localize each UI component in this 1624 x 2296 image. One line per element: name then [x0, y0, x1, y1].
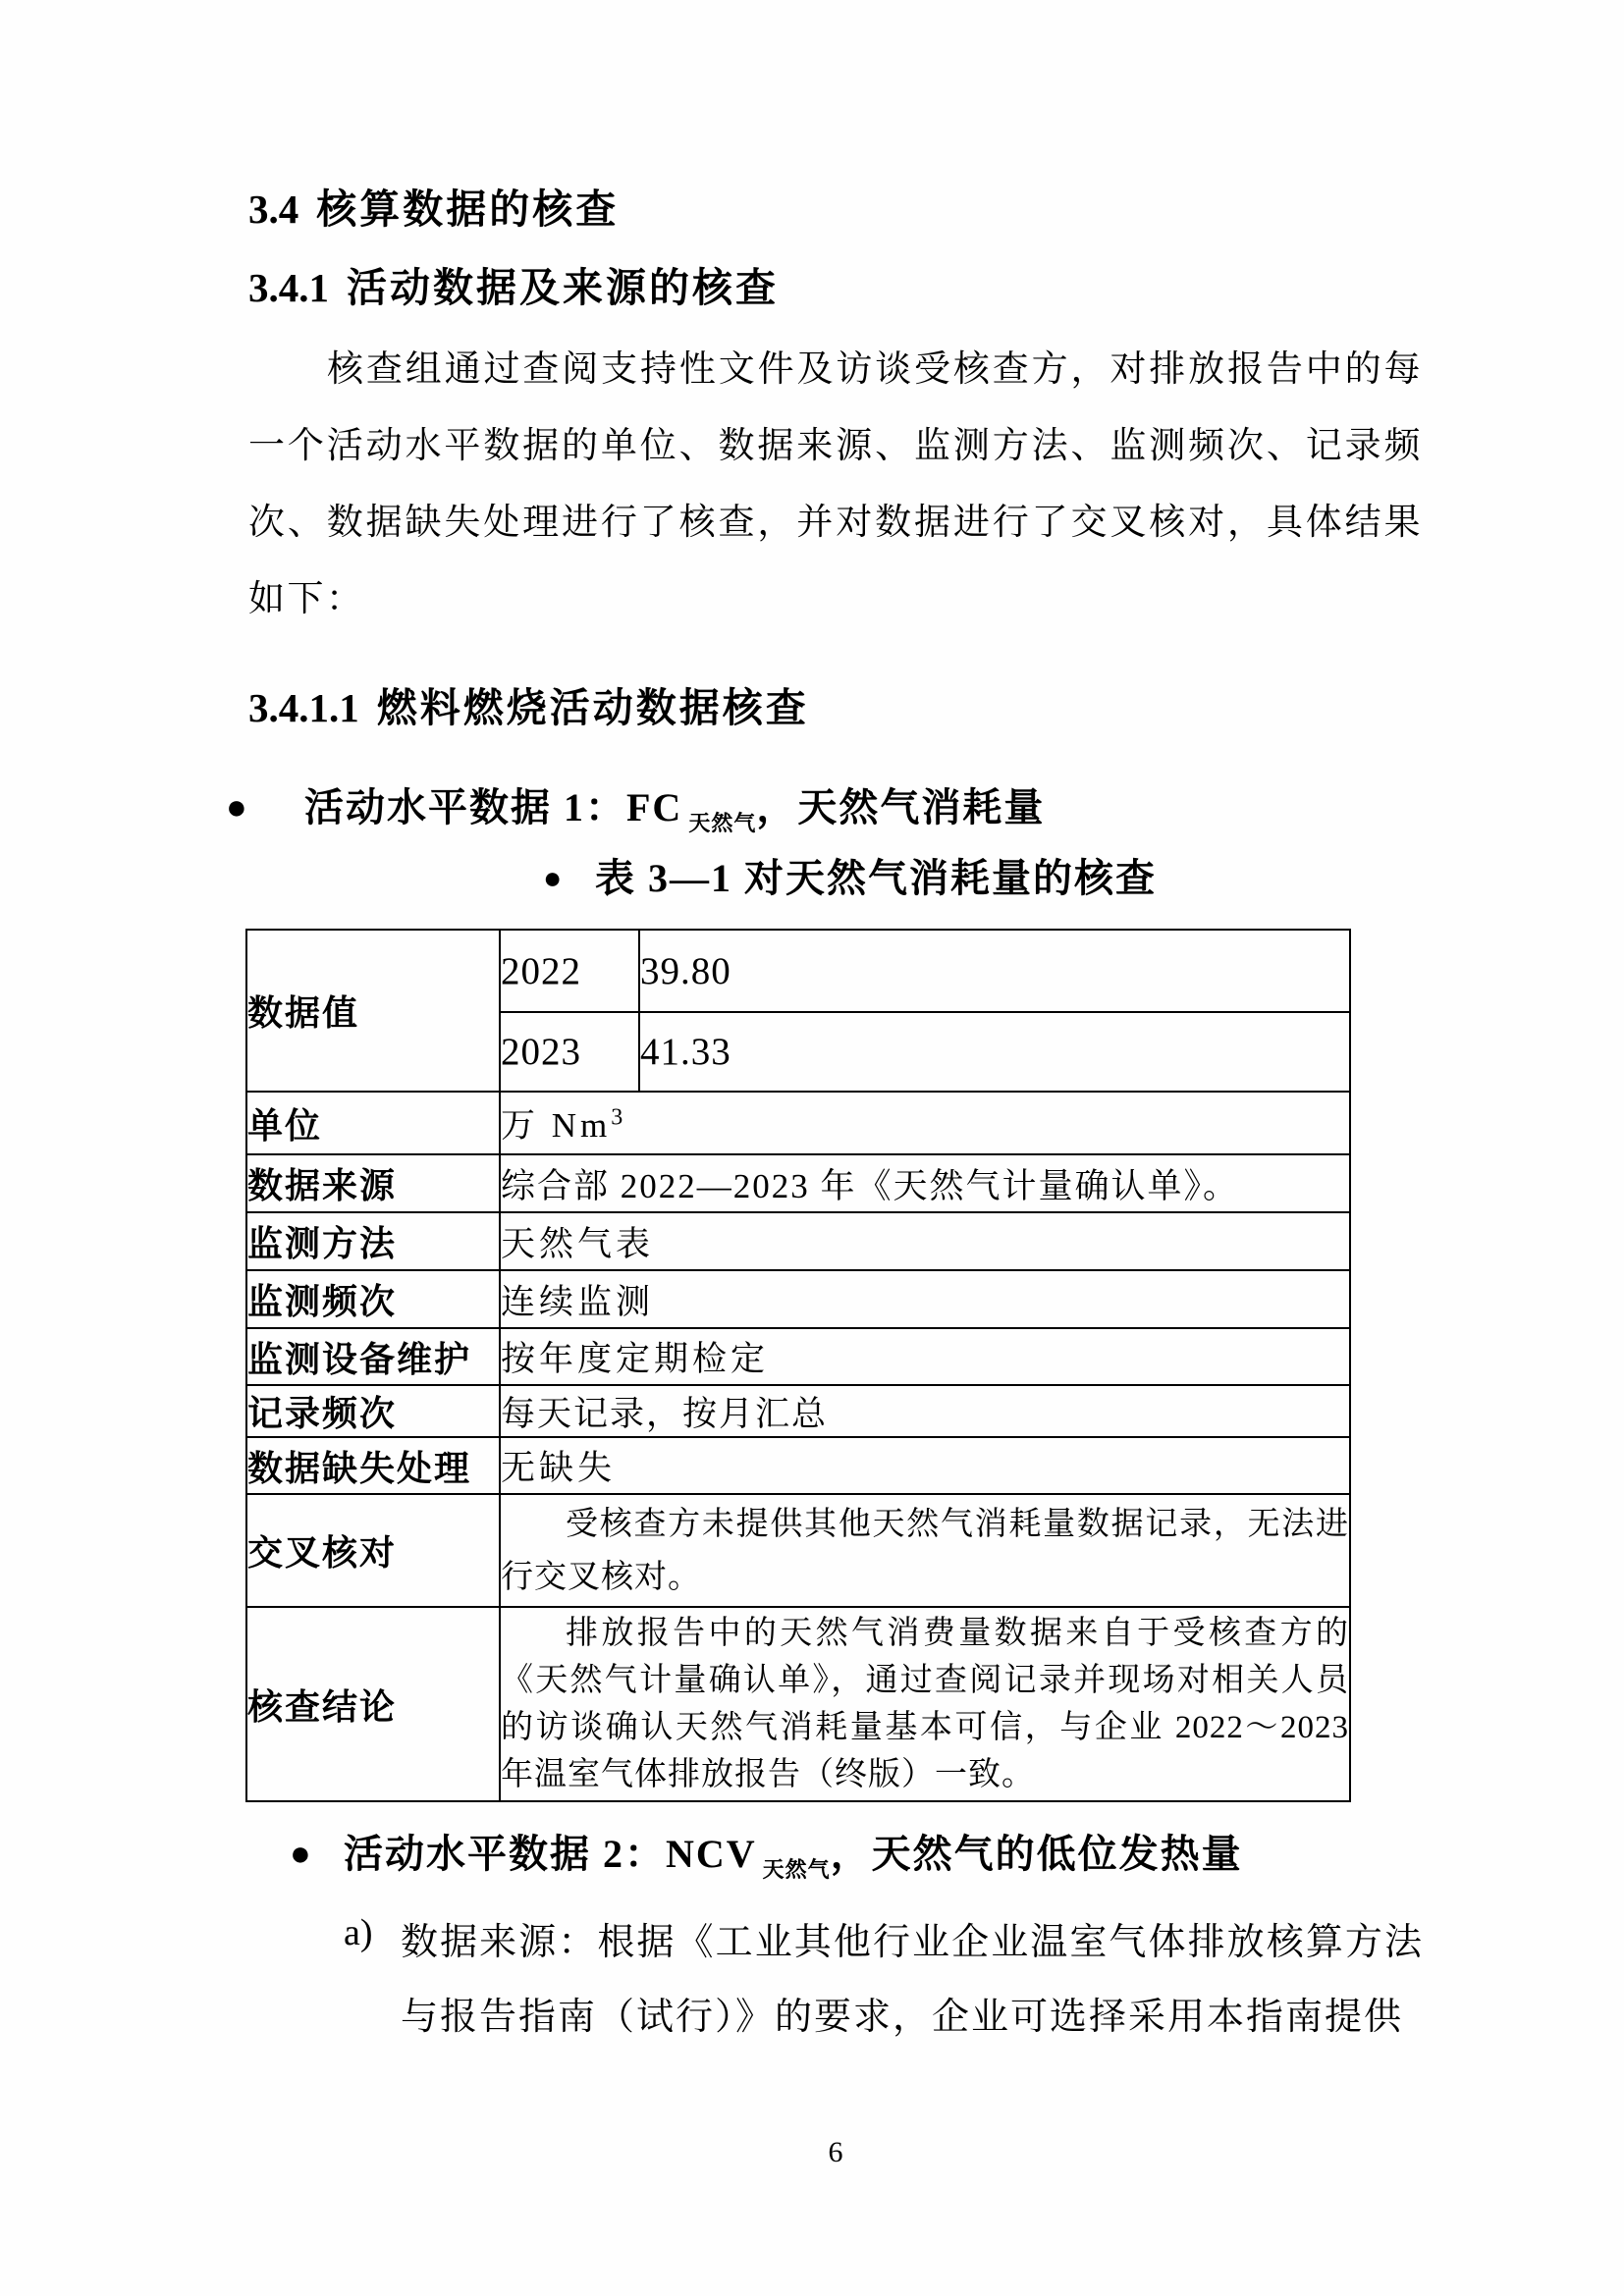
- bullet-prefix: 活动水平数据 2：NCV: [344, 1832, 757, 1876]
- row-label: 数据值: [246, 930, 500, 1092]
- list-item-a-text: 数据来源：根据《工业其他行业企业温室气体排放核算方法与报告指南（试行）》的要求，企业可选择采用本指南提供: [401, 1922, 1424, 2038]
- section-title: 燃料燃烧活动数据核查: [376, 685, 809, 730]
- unit-value-cell: [500, 1092, 1350, 1154]
- bullet-suffix: ，天然气消耗量: [756, 785, 1046, 829]
- bullet-suffix: ，天然气的低位发热量: [830, 1832, 1243, 1876]
- section-heading-3-4: [248, 177, 619, 235]
- table-row: [246, 1437, 1350, 1494]
- bullet-prefix: 活动水平数据 1：FC: [304, 785, 683, 829]
- value-cell: 无缺失: [500, 1437, 1350, 1494]
- bullet-label: [344, 1832, 1243, 1883]
- row-label: 数据缺失处理: [246, 1437, 500, 1494]
- unit-text: 万 Nm: [501, 1106, 612, 1145]
- table-row: [246, 1212, 1350, 1270]
- year-cell: 2022: [500, 930, 639, 1012]
- section-number: 3.4: [248, 187, 299, 232]
- section-heading-3-4-1-1: [248, 675, 809, 733]
- table-row: [246, 1494, 1350, 1607]
- section-heading-3-4-1: [248, 255, 779, 313]
- row-label: 数据来源: [246, 1154, 500, 1212]
- verification-table: [245, 929, 1351, 1802]
- subscript-natural-gas: 天然气: [762, 1857, 831, 1882]
- table-row: [246, 930, 1350, 1012]
- section-number: 3.4.1: [248, 265, 329, 310]
- row-label: 单位: [246, 1092, 500, 1154]
- value-cell: 41.33: [639, 1012, 1350, 1092]
- value-cell: 按年度定期检定: [500, 1328, 1350, 1385]
- table-caption-text: 表 3—1 对天然气消耗量的核查: [595, 856, 1157, 900]
- row-label: 监测设备维护: [246, 1328, 500, 1385]
- bullet-icon: ●: [543, 860, 563, 895]
- section-title: 核算数据的核查: [316, 187, 620, 232]
- value-cell: 综合部 2022—2023 年《天然气计量确认单》。: [500, 1154, 1350, 1212]
- row-label: 记录频次: [246, 1385, 500, 1437]
- row-label: 监测频次: [246, 1270, 500, 1328]
- table-row: [246, 1270, 1350, 1328]
- cross-check-cell: 受核查方未提供其他天然气消耗量数据记录，无法进行交叉核对。: [500, 1494, 1350, 1607]
- row-label: 交叉核对: [246, 1494, 500, 1607]
- table-row: [246, 1154, 1350, 1212]
- unit-superscript: 3: [611, 1104, 627, 1131]
- table-row: [246, 1092, 1350, 1154]
- table-row: [246, 1328, 1350, 1385]
- value-cell: 39.80: [639, 930, 1350, 1012]
- value-cell: 天然气表: [500, 1212, 1350, 1270]
- bullet-icon: ●: [290, 1834, 311, 1873]
- subscript-natural-gas: 天然气: [688, 811, 757, 835]
- section-number: 3.4.1.1: [248, 685, 359, 730]
- bullet-label: [304, 785, 1045, 836]
- table-row: [246, 1385, 1350, 1437]
- conclusion-cell: 排放报告中的天然气消费量数据来自于受核查方的《天然气计量确认单》，通过查阅记录并现场对相关人员的访谈确认天然气消耗量基本可信，与企业 2022～2023 年温室气体排放报告（终版）一致。: [500, 1607, 1350, 1801]
- list-item-a-marker: a): [344, 1912, 373, 1953]
- table-row: [246, 1607, 1350, 1801]
- year-cell: 2023: [500, 1012, 639, 1092]
- body-paragraph: 核查组通过查阅支持性文件及访谈受核查方，对排放报告中的每一个活动水平数据的单位、数据来源、监测方法、监测频次、记录频次、数据缺失处理进行了核查，并对数据进行了交叉核对，具体结果如下：: [248, 349, 1423, 619]
- page-number: 6: [828, 2136, 843, 2168]
- section-title: 活动数据及来源的核查: [347, 265, 779, 310]
- value-cell: 连续监测: [500, 1270, 1350, 1328]
- value-cell: 每天记录，按月汇总: [500, 1385, 1350, 1437]
- row-label: 核查结论: [246, 1607, 500, 1801]
- bullet-icon: ●: [226, 787, 247, 827]
- row-label: 监测方法: [246, 1212, 500, 1270]
